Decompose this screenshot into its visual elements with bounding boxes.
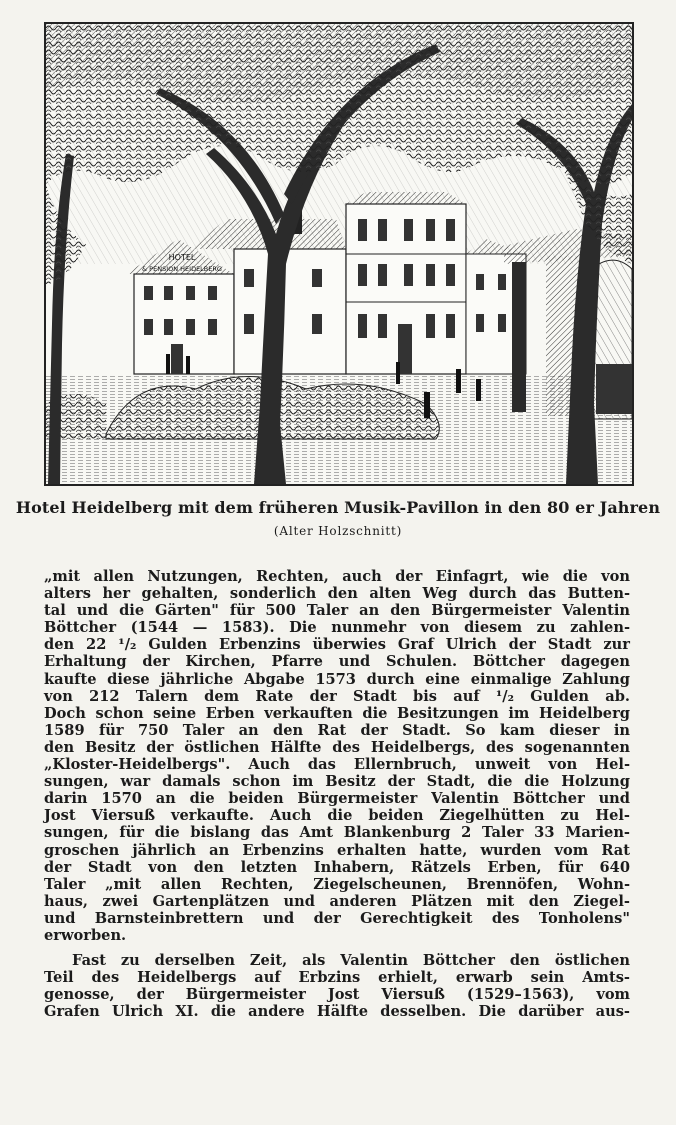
text-line: sungen, war damals schon im Besitz der Stadt, die die Holzung [44,773,630,791]
text-line: 1589 für 750 Taler an den Rat der Stadt. So kam dieser in [44,721,630,739]
svg-text:HOTEL: HOTEL [168,253,196,262]
text-line: erworben. [44,926,127,944]
paragraph-1 [44,568,630,944]
text-line: den 22 ¹/₂ Gulden Erbenzins überwies Graf Ulrich der Stadt zur [44,636,630,654]
text-line: genosse, der Bürgermeister Jost Viersuß (1529–1563), vom [44,986,630,1004]
text-line: Teil des Heidelbergs auf Erbzins erhielt, erwarb sein Amts- [44,969,630,987]
figure-caption: Hotel Heidelberg mit dem früheren Musik-Pavillon in den 80 er Jahren [15,498,661,517]
paragraph-2 [44,952,630,1020]
text-line: groschen jährlich an Erbenzins erhalten hatte, wurden vom Rat [44,841,630,859]
text-line: Taler „mit allen Rechten, Ziegelscheunen, Brennöfen, Wohn- [44,875,630,893]
text-line: kaufte diese jährliche Abgabe 1573 durch eine einmalige Zahlung [44,670,630,688]
text-line: und Barnsteinbrettern und der Gerechtigkeit des Tonholens" [44,909,630,927]
body-text [44,568,630,1028]
text-line: der Stadt von den letzten Inhabern, Rätzels Erben, für 640 [44,858,630,876]
text-line: Grafen Ulrich XI. die andere Hälfte desselben. Die darüber aus- [44,1003,630,1021]
text-line: den Besitz der östlichen Hälfte des Heidelbergs, des sogenannten [44,738,630,756]
text-line: darin 1570 an die beiden Bürgermeister Valentin Böttcher und [44,790,630,808]
text-line: Erhaltung der Kirchen, Pfarre und Schulen. Böttcher dagegen [44,653,630,671]
text-line: tal und die Gärten" für 500 Taler an den Bürgermeister Valentin [44,602,630,620]
hotel-sign-text: & PENSION HEIDELBERG [142,265,222,273]
text-line: Fast zu derselben Zeit, als Valentin Böttcher den östlichen [72,952,630,970]
text-line: sungen, für die bislang das Amt Blankenburg 2 Taler 33 Marien- [44,824,630,842]
text-line: alters her gehalten, sonderlich den alten Weg durch das Butten- [44,585,630,603]
text-line: von 212 Talern dem Rate der Stadt bis auf ¹/₂ Gulden ab. [44,687,630,705]
woodcut-illustration [44,22,634,486]
text-line: haus, zwei Gartenplätzen und anderen Plätzen mit den Ziegel- [44,892,630,910]
text-line: Böttcher (1544 — 1583). Die nunmehr von diesem zu zahlen- [44,619,630,637]
hotel-woodcut-image [46,24,632,484]
figure-credit: (Alter Holzschnitt) [273,524,403,538]
text-line: „mit allen Nutzungen, Rechten, auch der Einfagrt, wie die von [44,568,630,585]
text-line: „Kloster-Heidelbergs". Auch das Ellernbruch, unweit von Hel- [44,756,630,774]
text-line: Doch schon seine Erben verkauften die Besitzungen im Heidelberg [44,704,630,722]
text-line: Jost Viersuß verkaufte. Auch die beiden Ziegelhütten zu Hel- [44,807,630,825]
